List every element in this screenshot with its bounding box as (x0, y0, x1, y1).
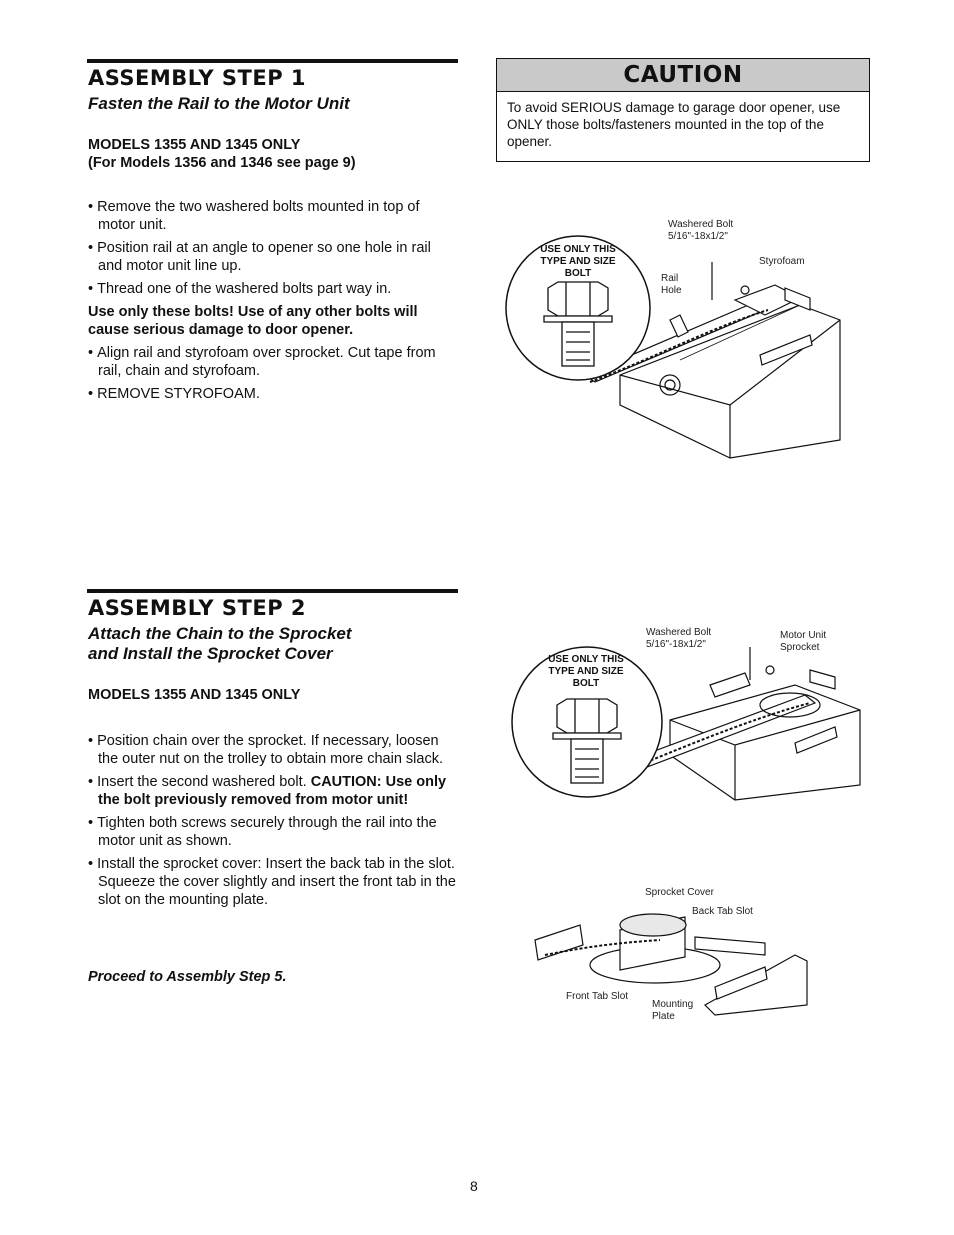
list-item: • Tighten both screws securely through the rail into the motor unit as shown. (88, 814, 456, 850)
step2-subtitle: Attach the Chain to the Sprocket and Install the Sprocket Cover (88, 624, 352, 663)
step1-instructions (88, 198, 456, 408)
step2-caution-inline: CAUTION: Use only the bolt previously removed from motor unit! (98, 774, 447, 808)
figure2-motor-unit-sprocket-label: Motor Unit Sprocket (780, 630, 827, 653)
list-item: • Thread one of the washered bolts part way in. (88, 280, 456, 298)
step1-models-line2: (For Models 1356 and 1346 see page 9) (88, 155, 356, 171)
caution-title: CAUTION (497, 59, 869, 92)
caution-text: To avoid SERIOUS damage to garage door opener, use ONLY those bolts/fasteners mounted in the top of the opener. (507, 100, 841, 149)
step1-warning: Use only these bolts! Use of any other bolts will cause serious damage to door opener. (88, 304, 418, 338)
step1-models-line1: MODELS 1355 AND 1345 ONLY (88, 137, 301, 153)
caution-box (496, 58, 870, 162)
figure3-back-tab-slot-label: Back Tab Slot (692, 906, 753, 917)
figure2-bolt-caption: USE ONLY THIS TYPE AND SIZE BOLT (548, 654, 624, 689)
step1-subtitle: Fasten the Rail to the Motor Unit (88, 94, 350, 113)
figure2-washered-bolt-label: Washered Bolt 5/16"-18x1/2" (646, 627, 712, 650)
list-item: • Remove the two washered bolts mounted in top of motor unit. (88, 198, 456, 234)
figure1-rail-hole-label: Rail Hole (661, 273, 682, 296)
list-item: • Position chain over the sprocket. If necessary, loosen the outer nut on the trolley to obtain more chain slack. (88, 732, 456, 768)
step2-instructions (88, 732, 456, 914)
list-item: • Position rail at an angle to opener so one hole in rail and motor unit line up. (88, 239, 456, 275)
list-item: • Insert the second washered bolt. CAUTION: Use only the bolt previously removed from motor unit! (88, 773, 456, 809)
step2-rule (87, 589, 458, 593)
list-item: • Install the sprocket cover: Insert the back tab in the slot. Squeeze the cover slightly and insert the front tab in the slot on the mounting plate. (88, 855, 456, 909)
page-number: 8 (470, 1178, 478, 1194)
figure3-mounting-plate-label: Mounting Plate (652, 999, 694, 1022)
step1-rule (87, 59, 458, 63)
figure3-front-tab-slot-label: Front Tab Slot (566, 991, 629, 1002)
step2-title: ASSEMBLY STEP 2 (88, 596, 307, 620)
step1-models (88, 136, 356, 172)
figure1-styrofoam-label: Styrofoam (759, 256, 805, 267)
figure1-bolt-caption: USE ONLY THIS TYPE AND SIZE BOLT (540, 244, 616, 279)
proceed-note: Proceed to Assembly Step 5. (88, 969, 287, 985)
list-item: • REMOVE STYROFOAM. (88, 385, 456, 403)
figure3-sprocket-cover-label: Sprocket Cover (645, 887, 714, 898)
step1-title: ASSEMBLY STEP 1 (88, 66, 307, 90)
figure1-washered-bolt-label: Washered Bolt 5/16"-18x1/2" (668, 219, 734, 242)
list-item: • Align rail and styrofoam over sprocket. Cut tape from rail, chain and styrofoam. (88, 344, 456, 380)
step2-models: MODELS 1355 AND 1345 ONLY (88, 687, 301, 703)
